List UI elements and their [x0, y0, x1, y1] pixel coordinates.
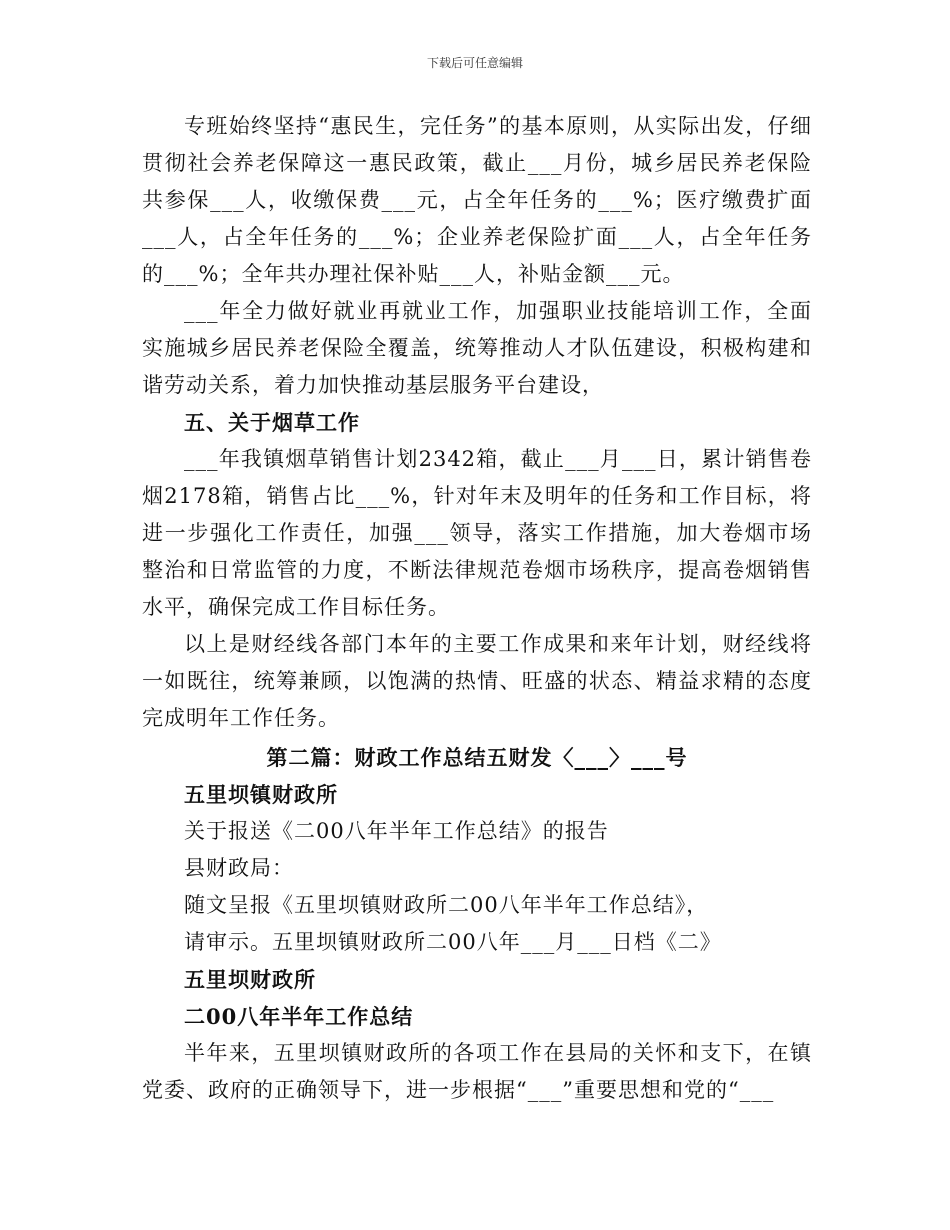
body-line-2: 请审示。五里坝镇财政所二00八年___月___日档《二》 [184, 930, 722, 954]
report-subject: 关于报送《二00八年半年工作总结》的报告 [184, 819, 609, 843]
organization-name: 五里坝镇财政所 [184, 782, 338, 807]
paragraph-social-insurance: 专班始终坚持“惠民生，完任务”的基本原则，从实际出发，仔细贯彻社会养老保障这一惠民政策，截止___月份，城乡居民养老保险共参保___人，收缴保费___元，占全年任务的___%；医疗缴费扩面___人，占全年任务的___%；企业养老保险扩面___人，占全年任务的___%；全年共办理社保补贴___人，补贴金额___元。 [142, 114, 812, 286]
paragraph-tobacco: ___年我镇烟草销售计划2342箱，截止___月___日，累计销售卷烟2178箱，销售占比___%，针对年末及明年的任务和工作目标，将进一步强化工作责任，加强___领导，落实工作措施，加大卷烟市场整治和日常监管的力度，不断法律规范卷烟市场秩序，提高卷烟销售水平，确保完成工作目标任务。 [142, 447, 812, 619]
paragraph-summary: 以上是财经线各部门本年的主要工作成果和来年计划，财经线将一如既往，统筹兼顾，以饱满的热情、旺盛的状态、精益求精的态度完成明年工作任务。 [142, 632, 812, 730]
article-title: 第二篇：财政工作总结五财发〈___〉___号 [266, 745, 688, 770]
organization-name-2: 五里坝财政所 [184, 967, 316, 992]
body-line-1: 随文呈报《五里坝镇财政所二00八年半年工作总结》， [184, 893, 709, 917]
page-header: 下载后可任意编辑 [426, 56, 523, 70]
section-heading-tobacco: 五、关于烟草工作 [184, 410, 360, 435]
paragraph-half-year: 半年来，五里坝镇财政所的各项工作在县局的关怀和支下，在镇党委、政府的正确领导下，进一步根据“___”重要思想和党的“___ [142, 1041, 812, 1102]
paragraph-employment: ___年全力做好就业再就业工作，加强职业技能培训工作，全面实施城乡居民养老保险全覆盖，统筹推动人才队伍建设，积极构建和谐劳动关系，着力加快推动基层服务平台建设， [142, 299, 812, 397]
recipient-line: 县财政局： [184, 856, 294, 880]
summary-title: 二00八年半年工作总结 [184, 1004, 414, 1029]
